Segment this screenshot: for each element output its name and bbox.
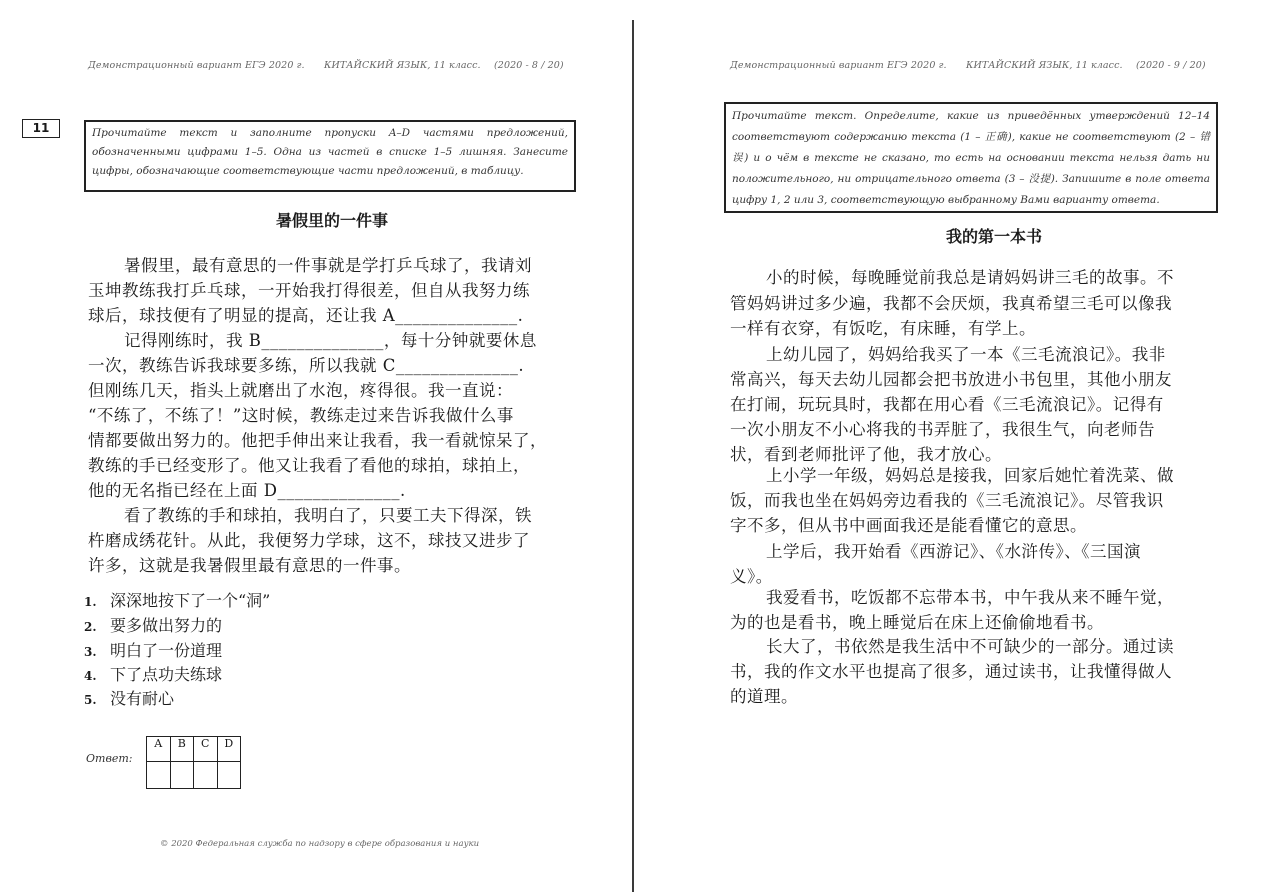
option-item (84, 613, 222, 636)
task-number: 11 (22, 119, 60, 138)
passage-line: 但刚练几天，指头上就磨出了水泡，疼得很。我一直说： (88, 381, 513, 400)
page-footer: © 2020 Федеральная служба по надзору в сфере образования и науки (160, 839, 480, 849)
header-variant: Демонстрационный вариант ЕГЭ 2020 г. (88, 60, 305, 71)
option-text: 没有耐心 (110, 689, 175, 708)
passage-line: 字不多，但从书中画面我还是能看懂它的意思。 (730, 516, 1087, 535)
passage-line: 杵磨成绣花针。从此，我便努力学球，这不，球技又进步了 (88, 531, 530, 550)
passage-title: 我的第一本书 (945, 227, 1042, 246)
answer-column-header: A (147, 737, 171, 762)
task-instruction: Прочитайте текст. Определите, какие из приведённых утверждений 12–14 соответствуют содержанию текста (1 – 正确), какие не соответствуют (2 – 错误) и о чём в тексте не сказано, то есть на основании текста нельзя дать ни положительного, ни отрицательного ответа (3 – 没提). Запишите в поле ответа цифру 1, 2 или 3, соответствующую выбранному Вами варианту ответа. (724, 102, 1218, 213)
passage-line: “不练了，不练了！”这时候，教练走过来告诉我做什么事 (88, 406, 514, 425)
passage-line: 上学后，我开始看《西游记》、《水浒传》、《三国演 (766, 542, 1141, 561)
passage-line: 暑假里，最有意思的一件事就是学打乒乓球了，我请刘 (124, 256, 532, 275)
option-item (84, 662, 222, 685)
option-item (84, 686, 174, 709)
passage-line: 义》。 (730, 567, 773, 586)
answer-column-header: C (194, 737, 218, 762)
option-number: 4. (84, 669, 97, 683)
option-number: 3. (84, 645, 97, 659)
option-number: 5. (84, 693, 97, 707)
passage-line: 长大了，书依然是我生活中不可缺少的一部分。通过读 (766, 637, 1174, 656)
passage-line: 的道理。 (730, 687, 798, 706)
passage-line: 上幼儿园了，妈妈给我买了一本《三毛流浪记》。我非 (766, 345, 1166, 364)
passage-line: 他的无名指已经在上面 D______________. (88, 481, 406, 500)
passage-line: 常高兴，每天去幼儿园都会把书放进小书包里，其他小朋友 (730, 370, 1172, 389)
option-text: 要多做出努力的 (110, 616, 223, 635)
header-subject: КИТАЙСКИЙ ЯЗЫК, 11 класс. (324, 60, 481, 71)
option-text: 下了点功夫练球 (110, 665, 223, 684)
option-text: 明白了一份道理 (110, 641, 223, 660)
answer-label: Ответ: (86, 752, 133, 765)
passage-line: 饭，而我也坐在妈妈旁边看我的《三毛流浪记》。尽管我识 (730, 491, 1164, 510)
passage-line: 一次小朋友不小心将我的书弄脏了，我很生气，向老师告 (730, 420, 1155, 439)
passage-line: 小的时候，每晚睡觉前我总是请妈妈讲三毛的故事。不 (766, 268, 1174, 287)
option-item (84, 638, 222, 661)
task-instruction: Прочитайте текст и заполните пропуски A–D частями предложений, обозначенными цифрами 1–5. Одна из частей в списке 1–5 лишняя. Занесите цифры, обозначающие соответствующие части предложений, в таблицу. (84, 120, 576, 192)
option-item (84, 588, 270, 611)
passage-line: 上小学一年级，妈妈总是接我，回家后她忙着洗菜、做 (766, 466, 1174, 485)
passage-line: 管妈妈讲过多少遍，我都不会厌烦，我真希望三毛可以像我 (730, 294, 1172, 313)
passage-line: 看了教练的手和球拍，我明白了，只要工夫下得深，铁 (124, 506, 532, 525)
passage-line: 情都要做出努力的。他把手伸出来让我看，我一看就惊呆了， (88, 431, 547, 450)
passage-title: 暑假里的一件事 (275, 211, 388, 230)
passage-line: 我爱看书，吃饭都不忘带本书，中午我从来不睡午觉， (766, 588, 1174, 607)
passage-line: 球后，球技便有了明显的提高，还让我 A______________. (88, 306, 524, 325)
answer-column-header: B (170, 737, 194, 762)
option-number: 2. (84, 620, 97, 634)
passage-line: 在打闹，玩玩具时，我都在用心看《三毛流浪记》。记得有 (730, 395, 1164, 414)
passage-line: 许多，这就是我暑假里最有意思的一件事。 (88, 556, 411, 575)
passage-line: 玉坤教练我打乒乓球，一开始我打得很差，但自从我努力练 (88, 281, 530, 300)
passage-line: 一样有衣穿，有饭吃，有床睡，有学上。 (730, 319, 1036, 338)
passage-line: 书，我的作文水平也提高了很多，通过读书，让我懂得做人 (730, 662, 1172, 681)
option-text: 深深地按下了一个“洞” (110, 591, 271, 610)
answer-column-header: D (217, 737, 241, 762)
passage-line: 记得刚练时，我 B______________，每十分钟就要休息 (124, 331, 537, 350)
page-divider (632, 20, 634, 892)
passage-line: 一次，教练告诉我球要多练，所以我就 C______________. (88, 356, 525, 375)
header-code: (2020 - 8 / 20) (494, 60, 564, 71)
option-number: 1. (84, 595, 97, 609)
passage-line: 为的也是看书，晚上睡觉后在床上还偷偷地看书。 (730, 613, 1104, 632)
answer-cell-d[interactable] (217, 762, 241, 789)
header-code: (2020 - 9 / 20) (1136, 60, 1206, 71)
answer-cell-a[interactable] (147, 762, 171, 789)
answer-grid (146, 736, 241, 789)
left-page (0, 0, 632, 892)
passage-line: 教练的手已经变形了。他又让我看了看他的球拍，球拍上， (88, 456, 530, 475)
header-variant: Демонстрационный вариант ЕГЭ 2020 г. (730, 60, 947, 71)
answer-cell-c[interactable] (194, 762, 218, 789)
answer-cell-b[interactable] (170, 762, 194, 789)
passage-line: 状，看到老师批评了他，我才放心。 (730, 445, 1002, 464)
header-subject: КИТАЙСКИЙ ЯЗЫК, 11 класс. (966, 60, 1123, 71)
